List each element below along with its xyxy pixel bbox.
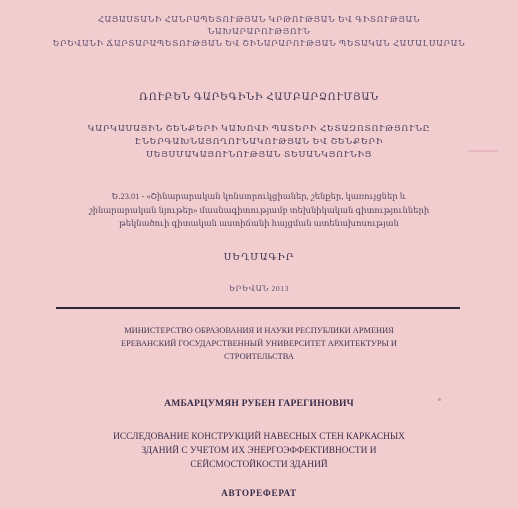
armenian-specialty-line-1: Ե.23.01 - «Շինարարական կոնստրուկցիաներ, շենքեր, կառույցներ և bbox=[111, 192, 407, 201]
armenian-specialty-description bbox=[40, 190, 478, 231]
armenian-institution-line-2: ՆԱԽԱՐԱՐՈՒԹՅՈՒՆ bbox=[207, 27, 311, 36]
armenian-thesis-title bbox=[40, 122, 478, 161]
section-divider bbox=[56, 307, 460, 309]
russian-abstract-label: АВТОРЕФЕРАТ bbox=[221, 488, 297, 498]
armenian-specialty-line-2: շինարարական նյութեր» մասնագիտությամբ տեխնիկական գիտությունների bbox=[88, 205, 430, 215]
armenian-city-year: ԵՐԵՎԱՆ 2013 bbox=[228, 284, 290, 293]
armenian-institution-header bbox=[40, 14, 478, 50]
paper-mark bbox=[438, 398, 441, 401]
russian-author-name: АМБАРЦУМЯН РУБЕН ГАРЕГИНОВИЧ bbox=[164, 398, 354, 409]
armenian-specialty-line-3: թեկնածուի գիտական աստիճանի հայցման ատենախոսության bbox=[119, 219, 399, 228]
russian-title-line-3: СЕЙСМОСТОЙКОСТИ ЗДАНИЙ bbox=[190, 460, 328, 470]
armenian-title-line-2: ԷՆԵՐԳԱԽՆԱՅՈՂՈՒՆԱԿՈՒԹՅԱՆ ԵՎ ՇԵՆՔԵՐԻ bbox=[134, 136, 384, 146]
russian-institution-line-1: МИНИСТЕРСТВО ОБРАЗОВАНИЯ И НАУКИ РЕСПУБЛИКИ АРМЕНИЯ bbox=[124, 326, 394, 335]
armenian-institution-line-1: ՀԱՅԱՍՏԱՆԻ ՀԱՆՐԱՊԵՏՈՒԹՅԱՆ ԿՐԹՈՒԹՅԱՆ ԵՎ ԳԻՏՈՒԹՅԱՆ bbox=[97, 15, 421, 24]
armenian-author-name: ՌՈՒԲԵՆ ԳԱՐԵԳԻՆԻ ՀԱՄԲԱՐՁՈՒՄՅԱՆ bbox=[139, 92, 379, 103]
armenian-abstract-label: ՍԵՂՄԱԳԻՐ bbox=[223, 252, 295, 263]
russian-title-line-1: ИССЛЕДОВАНИЕ КОНСТРУКЦИЙ НАВЕСНЫХ СТЕН КАРКАСНЫХ bbox=[113, 432, 405, 442]
armenian-institution-line-3: ԵՐԵՎԱՆԻ ՃԱՐՏԱՐԱՊԵՏՈՒԹՅԱՆ ԵՎ ՇԻՆԱՐԱՐՈՒԹՅԱՆ ՊԵՏԱԿԱՆ ՀԱՄԱԼՍԱՐԱՆ bbox=[52, 39, 466, 48]
russian-institution-line-3: СТРОИТЕЛЬСТВА bbox=[224, 352, 294, 361]
russian-title-line-2: ЗДАНИЙ С УЧЕТОМ ИХ ЭНЕРГОЭФФЕКТИВНОСТИ И bbox=[141, 446, 377, 456]
paper-smudge bbox=[468, 150, 498, 152]
russian-institution-line-2: ЕРЕВАНСКИЙ ГОСУДАРСТВЕННЫЙ УНИВЕРСИТЕТ АРХИТЕКТУРЫ И bbox=[121, 339, 397, 348]
armenian-title-line-1: ԿԱՐԿԱՍԱՅԻՆ ՇԵՆՔԵՐԻ ԿԱԽՈՎԻ ՊԱՏԵՐԻ ՀԵՏԱԶՈՏՈՒԹՅՈՒՆԸ bbox=[87, 123, 431, 133]
russian-institution-header bbox=[40, 324, 478, 363]
armenian-title-line-3: ՍԵՅՍՄԱԿԱՅՈՒՆՈՒԹՅԱՆ ՏԵՍԱՆԿՅՈՒՆԻՑ bbox=[146, 149, 372, 159]
russian-thesis-title bbox=[40, 430, 478, 472]
